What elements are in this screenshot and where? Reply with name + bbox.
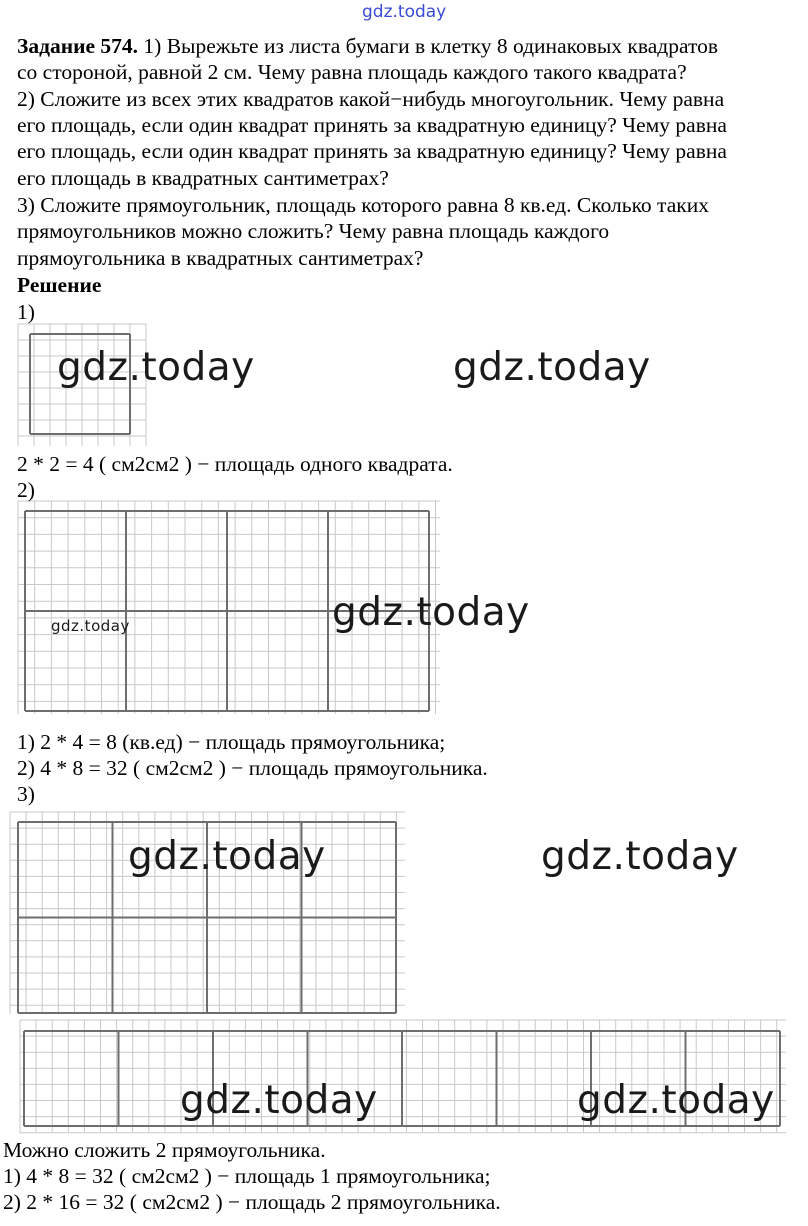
task-line-6: его площадь в квадратных сантиметрах? <box>17 166 389 190</box>
part1-label: 1) <box>17 300 35 324</box>
watermark: gdz.today <box>180 1078 378 1123</box>
part3-answer-2: 2) 2 * 16 = 32 ( см2см2 ) − площадь 2 прямоугольника. <box>3 1190 501 1214</box>
part2-answer-2: 2) 4 * 8 = 32 ( см2см2 ) − площадь прямоугольника. <box>17 756 488 780</box>
task-line-1 <box>17 33 718 59</box>
task-line-7: 3) Сложите прямоугольник, площадь которого равна 8 кв.ед. Сколько таких <box>17 193 709 217</box>
task-line-5: его площадь, если один квадрат принять за квадратную единицу? Чему равна <box>17 139 727 163</box>
part1-answer: 2 * 2 = 4 ( см2см2 ) − площадь одного квадрата. <box>17 452 453 476</box>
watermark: gdz.today <box>577 1078 775 1123</box>
header-watermark: gdz.today <box>362 2 447 22</box>
task-line-3: 2) Сложите из всех этих квадратов какой−нибудь многоугольник. Чему равна <box>17 87 725 111</box>
part2-label: 2) <box>17 478 35 502</box>
watermark: gdz.today <box>453 345 651 390</box>
part3-label: 3) <box>17 782 35 806</box>
task-line-8: прямоугольников можно сложить? Чему равна площадь каждого <box>17 219 610 243</box>
part2-answer-1: 1) 2 * 4 = 8 (кв.ед) − площадь прямоугольника; <box>17 730 446 754</box>
watermark-small: gdz.today <box>51 617 130 635</box>
part3-conclusion: Можно сложить 2 прямоугольника. <box>3 1138 326 1162</box>
watermark: gdz.today <box>332 590 530 635</box>
task-line-4: его площадь, если один квадрат принять за квадратную единицу? Чему равна <box>17 113 727 137</box>
part3-answer-1: 1) 4 * 8 = 32 ( см2см2 ) − площадь 1 прямоугольника; <box>3 1164 491 1188</box>
watermark: gdz.today <box>128 834 326 879</box>
task-label: Задание 574. <box>17 34 139 58</box>
solution-heading: Решение <box>17 273 102 297</box>
task-line-2: со стороной, равной 2 см. Чему равна площадь каждого такого квадрата? <box>17 60 687 84</box>
watermark: gdz.today <box>541 834 739 879</box>
watermark: gdz.today <box>57 345 255 390</box>
task-text-1: 1) Вырежьте из листа бумаги в клетку 8 одинаковых квадратов <box>138 34 718 58</box>
task-line-9: прямоугольника в квадратных сантиметрах? <box>17 246 424 270</box>
